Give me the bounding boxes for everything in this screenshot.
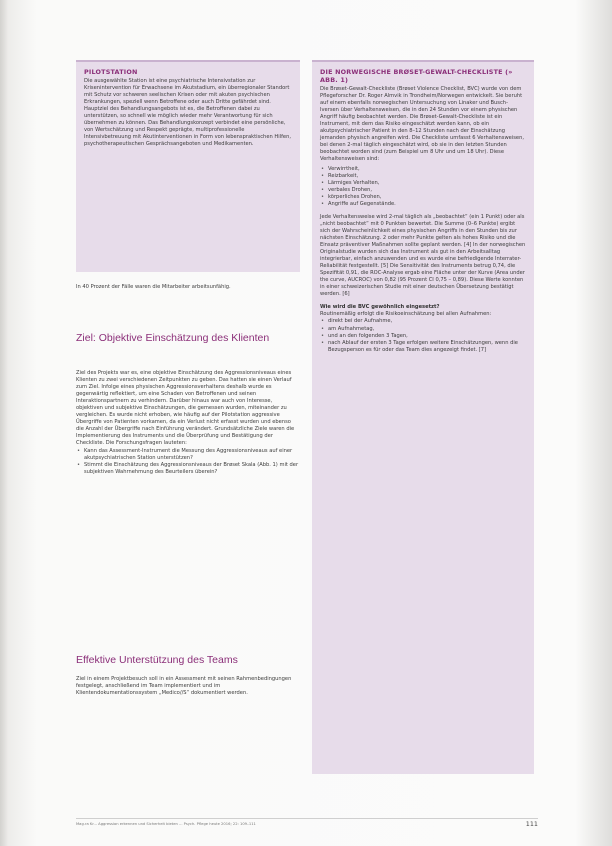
list-item: • Stimmt die Einschätzung des Aggressionsniveaus der Brøset Skala (Abb. 1) mit der subjektiven Wahrnehmung des Beurteilers überein?	[76, 462, 300, 476]
list-item: • Angriffe auf Gegenstände.	[320, 201, 526, 208]
box-text: Die ausgewählte Station ist eine psychiatrische Intensivstation zur Krisenintervention für Erwachsene im Akutstadium, ein überregionaler Standort mit Schutz vor schweren seelischen Krisen oder mit akuten psychischen Erkrankungen, speziell wenn Betroffene oder auch Dritte gefährdet sind. Hauptziel des Behandlungsangebots ist es, die Betroffenen dabei zu unterstützen, so schnell wie möglich wieder mehr Verantwortung für sich übernehmen zu können. Das Behandlungskonzept verbindet eine persönliche, von Wertschätzung und Respekt geprägte, multiprofessionelle Intensivbetreuung mit Akutinterventionen in Form von lebenspraktischen Hilfen, psychotherapeutischen Gesprächsangeboten und Medikamenten.	[84, 78, 291, 148]
footer-citation: Mag.ra Kr... Aggression erkennen und Sicherheit bieten ... Psych. Pflege heute 2016; 22: 109–111	[76, 822, 256, 826]
info-box-pilotstation	[76, 60, 300, 272]
page-fold-shadow	[0, 0, 8, 846]
intro-text: In 40 Prozent der Fälle waren die Mitarbeiter arbeitsunfähig.	[76, 284, 231, 290]
list-item: • direkt bei der Aufnahme,	[320, 318, 526, 325]
info-box-broset	[312, 60, 534, 774]
list-item: • verbales Drohen,	[320, 187, 526, 194]
box-subheading: Wie wird die BVC gewöhnlich eingesetzt?	[320, 304, 440, 311]
section-body-ziel	[76, 370, 300, 476]
list-item: • Kann das Assessment-Instrument die Messung des Aggressionsniveaus auf einer akutpsychiatrischen Station unterstützen?	[76, 448, 300, 462]
section-body-team: Ziel in einem Projektbesuch soll in ein Assessment mit seinen Rahmenbedingungen festgelegt, anschließend im Team implementiert und im Klientendokumentationssystem „Medico//S“ dokumentiert werden.	[76, 676, 292, 697]
list-item: • Lärmiges Verhalten,	[320, 180, 526, 187]
box-title: DIE NORWEGISCHE BRØSET-GEWALT-CHECKLISTE (» ABB. 1)	[320, 68, 513, 84]
section-heading-ziel: Ziel: Objektive Einschätzung des Klienten	[76, 332, 270, 344]
list-item: • und an den folgenden 3 Tagen,	[320, 333, 526, 340]
usage-list	[320, 318, 526, 353]
paragraph: Ziel des Projekts war es, eine objektive Einschätzung des Aggressionsniveaus eines Klienten zu zwei verschiedenen Zeitpunkten zu geben. Das hatten sie einen Verlauf zum Ziel. Infolge eines physischen Aggressionsverhaltens deshalb wurde es gegenwärtig reflektiert, um eine Schaden von Betroffenen und seinen Interaktionspartnern zu verhindern. Darüber hinaus war auch von Interesse, objektiven und subjektive Einschätzungen, die gemessen wurden, miteinander zu vergleichen. Es wurde nicht erhoben, wie häufig auf der Pilotstation aggressive Übergriffe von Patienten vorkamen, da ein Verlust nicht erfasst wurden und ebenso die Anzahl der Übergriffe nach Einführung verändert. Grundsätzliche Ziele waren die Implementierung des Instruments und die Überprüfung und Bestätigung der Checkliste. Die Forschungsfragen lauteten:	[76, 370, 295, 447]
box-paragraph: Jede Verhaltensweise wird 2-mal täglich als „beobachtet“ (ein 1 Punkt) oder als „nicht beobachtet“ mit 0 Punkten bewertet. Die Summe (0–6 Punkte) ergibt sich der Wahrscheinlichkeit eines physischen Angriffs in den Stunden bis zur nächsten Einschätzung. 2 oder mehr Punkte gelten als hohes Risiko und die Einsatz präventiver Maßnahmen sollte geplant werden. [4] In der norwegischen Originalstudie wurden sich das Instrument als gut in den Arbeitsalltag integrierbar, einfach anzuwenden und es wurde eine befriedigende Interrater-Reliabilität festgestellt. [5] Die Sensitivität des Instruments betrug 0,74, die Spezifität 0,91, die ROC-Analyse ergab eine Fläche unter der Kurve (Area under the curve, AUCROC) von 0,82 (95 Prozent CI 0,75 – 0,89). Diese Werte konnten in einer schweizerischen Studie mit einer deutschen Übersetzung bestätigt werden. [6]	[320, 213, 526, 298]
list-item: • nach Ablauf der ersten 3 Tage erfolgen weitere Einschätzungen, wenn die Bezugsperson es für oder das Team dies angezeigt findet. [7]	[320, 340, 526, 354]
box-title: PILOTSTATION	[84, 68, 138, 76]
list-item: • körperliches Drohen,	[320, 194, 526, 201]
section-heading-team: Effektive Unterstützung des Teams	[76, 654, 238, 666]
research-questions-list	[76, 448, 300, 476]
list-item: • Reizbarkeit,	[320, 173, 526, 180]
behaviour-list	[320, 166, 526, 208]
box-paragraph: Die Brøset-Gewalt-Checkliste (Brøset Violence Checklist, BVC) wurde von dem Pflegeforscher Dr. Roger Almvik in Trondheim/Norwegen entwickelt. Sie beruht auf einem ebenfalls norwegischen Untersuchung von Linaker und Busch-Iversen über Verhaltensweisen, die in den 24 Stunden vor einem physischen Angriff häufig beobachtet werden. Die Brøset-Gewalt-Checkliste ist ein Instrument, mit dem das Risiko eingeschätzt werden kann, ob ein akutpsychiatrischer Patient in den 8–12 Stunden nach der Einschätzung jemanden physisch angreifen wird. Die Checkliste umfasst 6 Verhaltensweisen, bei denen 2-mal täglich eingeschätzt wird, ob sie in den letzten Stunden beobachtet worden sind (zum Beispiel um 8 Uhr und um 18 Uhr). Diese Verhaltensweisen sind:	[320, 86, 524, 163]
box-paragraph: Routinemäßig erfolgt die Risikoeinschätzung bei allen Aufnahmen:	[320, 311, 492, 318]
list-item: • Verwirrtheit,	[320, 166, 526, 173]
page-number: 111	[525, 820, 538, 828]
list-item: • am Aufnahmetag,	[320, 326, 526, 333]
page-footer	[76, 818, 538, 829]
